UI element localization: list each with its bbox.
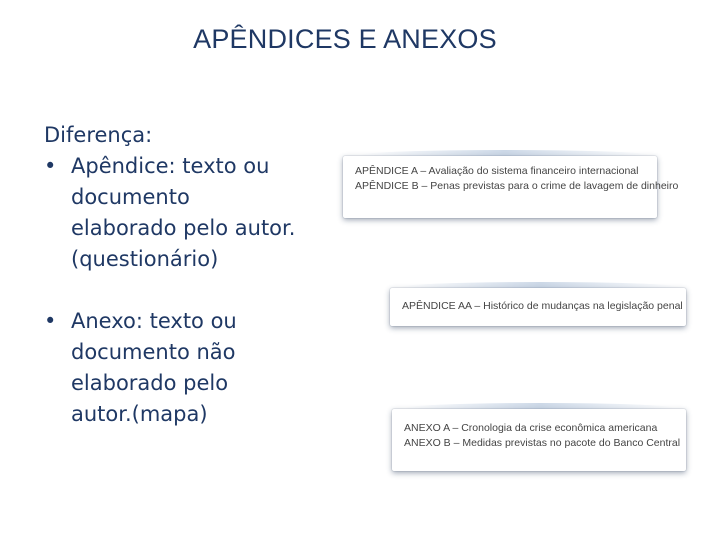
example-line: APÊNDICE B – Penas previstas para o crime de lavagem de dinheiro xyxy=(355,180,679,192)
bullet-line: documento não xyxy=(71,340,236,364)
bullet-line: Anexo: texto ou xyxy=(71,309,237,333)
bullet-line: autor.(mapa) xyxy=(71,402,208,426)
appendix-aa-example xyxy=(390,288,686,326)
example-line: APÊNDICE AA – Histórico de mudanças na legislação penal xyxy=(402,300,683,312)
example-line: ANEXO A – Cronologia da crise econômica americana xyxy=(404,422,658,434)
bullet-dot: • xyxy=(44,309,57,333)
bullet-line: elaborado pelo autor. xyxy=(71,216,296,240)
body-text xyxy=(44,120,334,430)
bullet-line: (questionário) xyxy=(71,247,219,271)
appendix-example-list xyxy=(343,156,679,218)
annex-example-list xyxy=(392,409,686,471)
bullet-appendix xyxy=(44,151,334,275)
bullet-line: Apêndice: texto ou xyxy=(71,154,270,178)
bullet-annex xyxy=(44,306,334,430)
slide-title: APÊNDICES E ANEXOS xyxy=(193,24,497,54)
difference-heading: Diferença: xyxy=(44,123,153,147)
example-line: APÊNDICE A – Avaliação do sistema financeiro internacional xyxy=(355,165,639,177)
bullet-line: documento xyxy=(71,185,190,209)
bullet-dot: • xyxy=(44,154,57,178)
example-line: ANEXO B – Medidas previstas no pacote do Banco Central xyxy=(404,437,681,449)
bullet-line: elaborado pelo xyxy=(71,371,229,395)
